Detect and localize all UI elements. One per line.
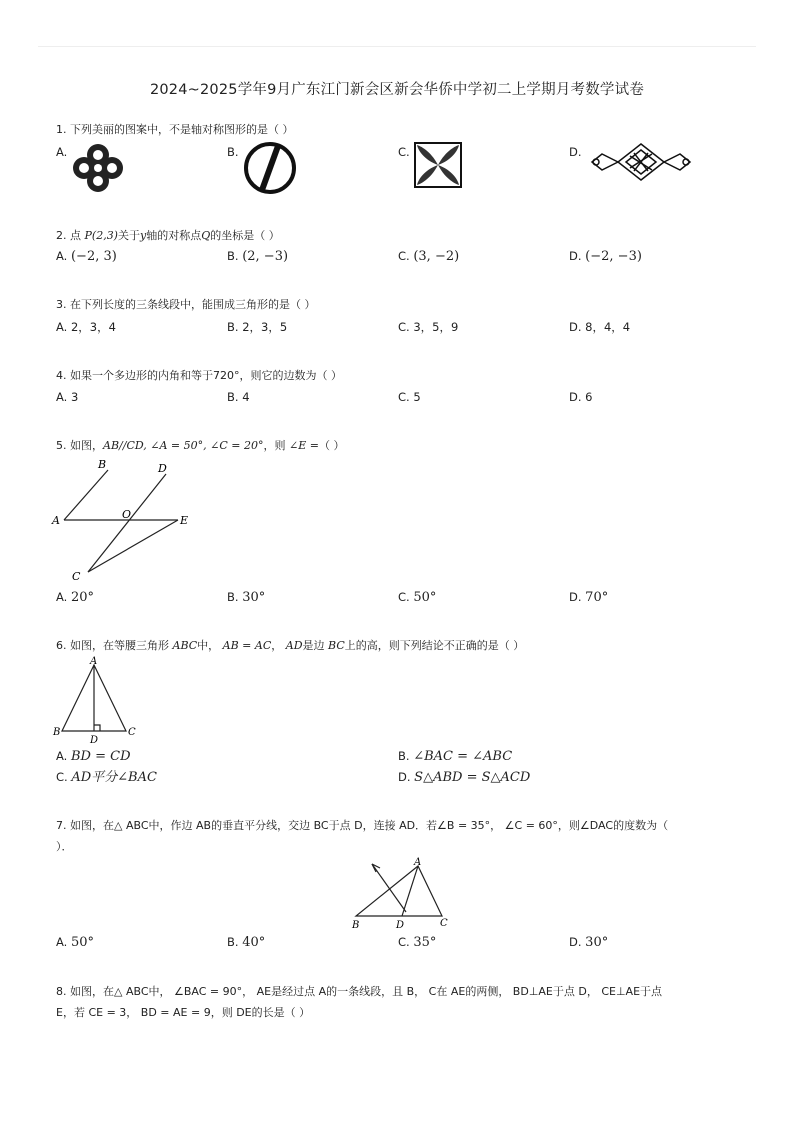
q6-stem-math-4: BC [328, 639, 345, 652]
q7-option-c-value: 35° [413, 935, 437, 950]
question-1-stem: 1. 下列美丽的图案中，不是轴对称图形的是（ ） [56, 123, 294, 136]
q5-option-b-value: 30° [242, 590, 266, 605]
q7-label-d: D [396, 920, 405, 931]
q4-option-b: B. 4 [227, 390, 250, 404]
q6-label-b: B [53, 727, 61, 738]
q5-option-a-label: A. [56, 590, 68, 604]
q2-option-b-value: (2, −3) [242, 249, 289, 264]
q6-option-c [56, 769, 157, 786]
q2-point-q: Q [201, 229, 211, 242]
q2-stem-text-1: 2. 点 [56, 229, 85, 242]
q2-option-d [569, 248, 642, 265]
q7-label-b: B [352, 920, 360, 931]
q5-option-d [569, 589, 608, 606]
q5-label-a: A [52, 514, 60, 527]
question-7-stem-line-1: 7. 如图，在△ ABC中，作边 AB的垂直平分线，交边 BC于点 D，连接 AD．若∠B = 35°， ∠C = 60°，则∠DAC的度数为（ [56, 819, 669, 832]
q2-stem-text-2: 关于 [117, 229, 140, 242]
q5-option-a-value: 20° [70, 590, 95, 605]
q2-option-d-label: D. [569, 249, 582, 263]
q7-label-a: A [414, 857, 422, 868]
q2-point-p: P(2,3) [84, 229, 118, 242]
q6-option-c-label: C. [56, 770, 68, 784]
q5-label-o: O [122, 508, 132, 521]
q1-option-c-label: C. [398, 145, 410, 159]
q3-option-d: D. 8，4，4 [569, 320, 631, 334]
q2-option-c-label: C. [398, 249, 410, 263]
q6-option-a-label: A. [56, 749, 68, 763]
q4-option-c: C. 5 [398, 390, 421, 404]
q5-label-c: C [72, 570, 81, 583]
q6-option-d [398, 769, 530, 786]
q6-stem-math-1: ABC [172, 639, 198, 652]
q1-option-b-label: B. [227, 145, 239, 159]
q6-label-d: D [90, 735, 99, 746]
q4-option-d: D. 6 [569, 390, 593, 404]
q6-label-c: C [128, 727, 136, 738]
q2-stem-text-3: 轴的对称点 [146, 229, 202, 242]
q2-option-b [227, 248, 288, 265]
q6-stem-text-1: 6. 如图，在等腰三角形 [56, 639, 173, 652]
q5-option-c-value: 50° [413, 590, 437, 605]
q6-option-d-label: D. [398, 770, 411, 784]
q2-option-a [56, 248, 117, 265]
question-8-stem-line-2: E，若 CE = 3， BD = AE = 9，则 DE的长是（ ） [56, 1006, 311, 1019]
q5-label-d: D [158, 462, 167, 475]
q6-option-b [398, 748, 512, 765]
q5-stem-text-3: =（ ） [306, 439, 345, 452]
q4-option-a: A. 3 [56, 390, 79, 404]
q3-option-c: C. 3，5，9 [398, 320, 459, 334]
q7-triangle-bisector-figure [350, 858, 454, 932]
q6-option-a-value: BD = CD [70, 749, 131, 764]
q6-option-c-value: AD平分∠BAC [71, 770, 157, 785]
q6-stem-text-5: 上的高，则下列结论不正确的是（ ） [344, 639, 525, 652]
q5-stem-math-2: ∠E [288, 439, 307, 452]
q2-option-b-label: B. [227, 249, 239, 263]
q7-label-c: C [440, 918, 448, 929]
q6-stem-text-2: 中， [197, 639, 223, 652]
q2-option-a-value: (−2, 3) [70, 249, 117, 264]
q7-option-d [569, 934, 608, 951]
q6-option-b-value: ∠BAC = ∠ABC [413, 749, 513, 764]
q5-label-e: E [180, 514, 189, 527]
q5-option-d-label: D. [569, 590, 582, 604]
q5-stem-math-1: AB//CD, ∠A = 50°, ∠C = 20° [103, 439, 264, 452]
q7-option-d-value: 30° [585, 935, 609, 950]
q6-isosceles-triangle-figure [52, 655, 142, 745]
q3-option-b: B. 2，3，5 [227, 320, 288, 334]
q5-option-d-value: 70° [585, 590, 609, 605]
q6-stem-math-3: AD [285, 639, 303, 652]
question-8-stem-line-1: 8. 如图，在△ ABC中， ∠BAC = 90°， AE是经过点 A的一条线段，且 B， C在 AE的两侧， BD⊥AE于点 D， CE⊥AE于点 [56, 985, 663, 998]
q7-option-b-value: 40° [242, 935, 266, 950]
q5-option-c-label: C. [398, 590, 410, 604]
q5-option-b-label: B. [227, 590, 239, 604]
q6-label-a: A [90, 656, 98, 667]
q7-option-a [56, 934, 94, 951]
q7-option-b-label: B. [227, 935, 239, 949]
q6-option-a [56, 748, 131, 765]
q5-option-c [398, 589, 436, 606]
q5-option-b [227, 589, 265, 606]
question-7-stem-line-2: ）． [56, 840, 73, 853]
q5-stem-text-1: 5. 如图， [56, 439, 103, 452]
q1-option-a-label: A. [56, 145, 68, 159]
exam-title: 2024~2025学年9月广东江门新会区新会华侨中学初二上学期月考数学试卷 [149, 82, 645, 98]
q7-option-a-label: A. [56, 935, 68, 949]
question-6-stem [56, 635, 524, 657]
q7-option-b [227, 934, 265, 951]
q6-stem-math-2: AB = AC [222, 639, 272, 652]
q2-option-c-value: (3, −2) [413, 249, 460, 264]
q7-option-d-label: D. [569, 935, 582, 949]
q1-option-d-label: D. [569, 145, 582, 159]
q7-option-c [398, 934, 436, 951]
q2-option-a-label: A. [56, 249, 68, 263]
q2-axis: y [139, 229, 147, 242]
q6-stem-text-3: ， [271, 639, 286, 652]
q3-option-a: A. 2，3，4 [56, 320, 116, 334]
chinese-knot-diamond-icon [588, 142, 694, 182]
q7-option-a-value: 50° [70, 935, 95, 950]
q2-option-c [398, 248, 459, 265]
q2-stem-text-4: 的坐标是（ ） [210, 229, 280, 242]
q5-option-a [56, 589, 94, 606]
q7-option-c-label: C. [398, 935, 410, 949]
question-4-stem: 4. 如果一个多边形的内角和等于720°，则它的边数为（ ） [56, 369, 342, 382]
circle-with-diagonal-bar-icon [242, 142, 298, 194]
q6-option-d-value: S△ABD = S△ACD [414, 770, 531, 785]
q6-stem-text-4: 是边 [302, 639, 329, 652]
q2-option-d-value: (−2, −3) [585, 249, 642, 264]
question-2-stem [56, 225, 280, 247]
q5-stem-text-2: ，则 [263, 439, 289, 452]
page-top-rule [38, 46, 756, 47]
q5-label-b: B [98, 458, 107, 471]
four-petal-square-icon [414, 142, 462, 188]
question-3-stem: 3. 在下列长度的三条线段中，能围成三角形的是（ ） [56, 298, 316, 311]
q6-option-b-label: B. [398, 749, 410, 763]
q5-parallel-lines-figure [50, 456, 200, 586]
question-5-stem [56, 435, 344, 457]
four-ring-knot-icon [72, 143, 124, 193]
